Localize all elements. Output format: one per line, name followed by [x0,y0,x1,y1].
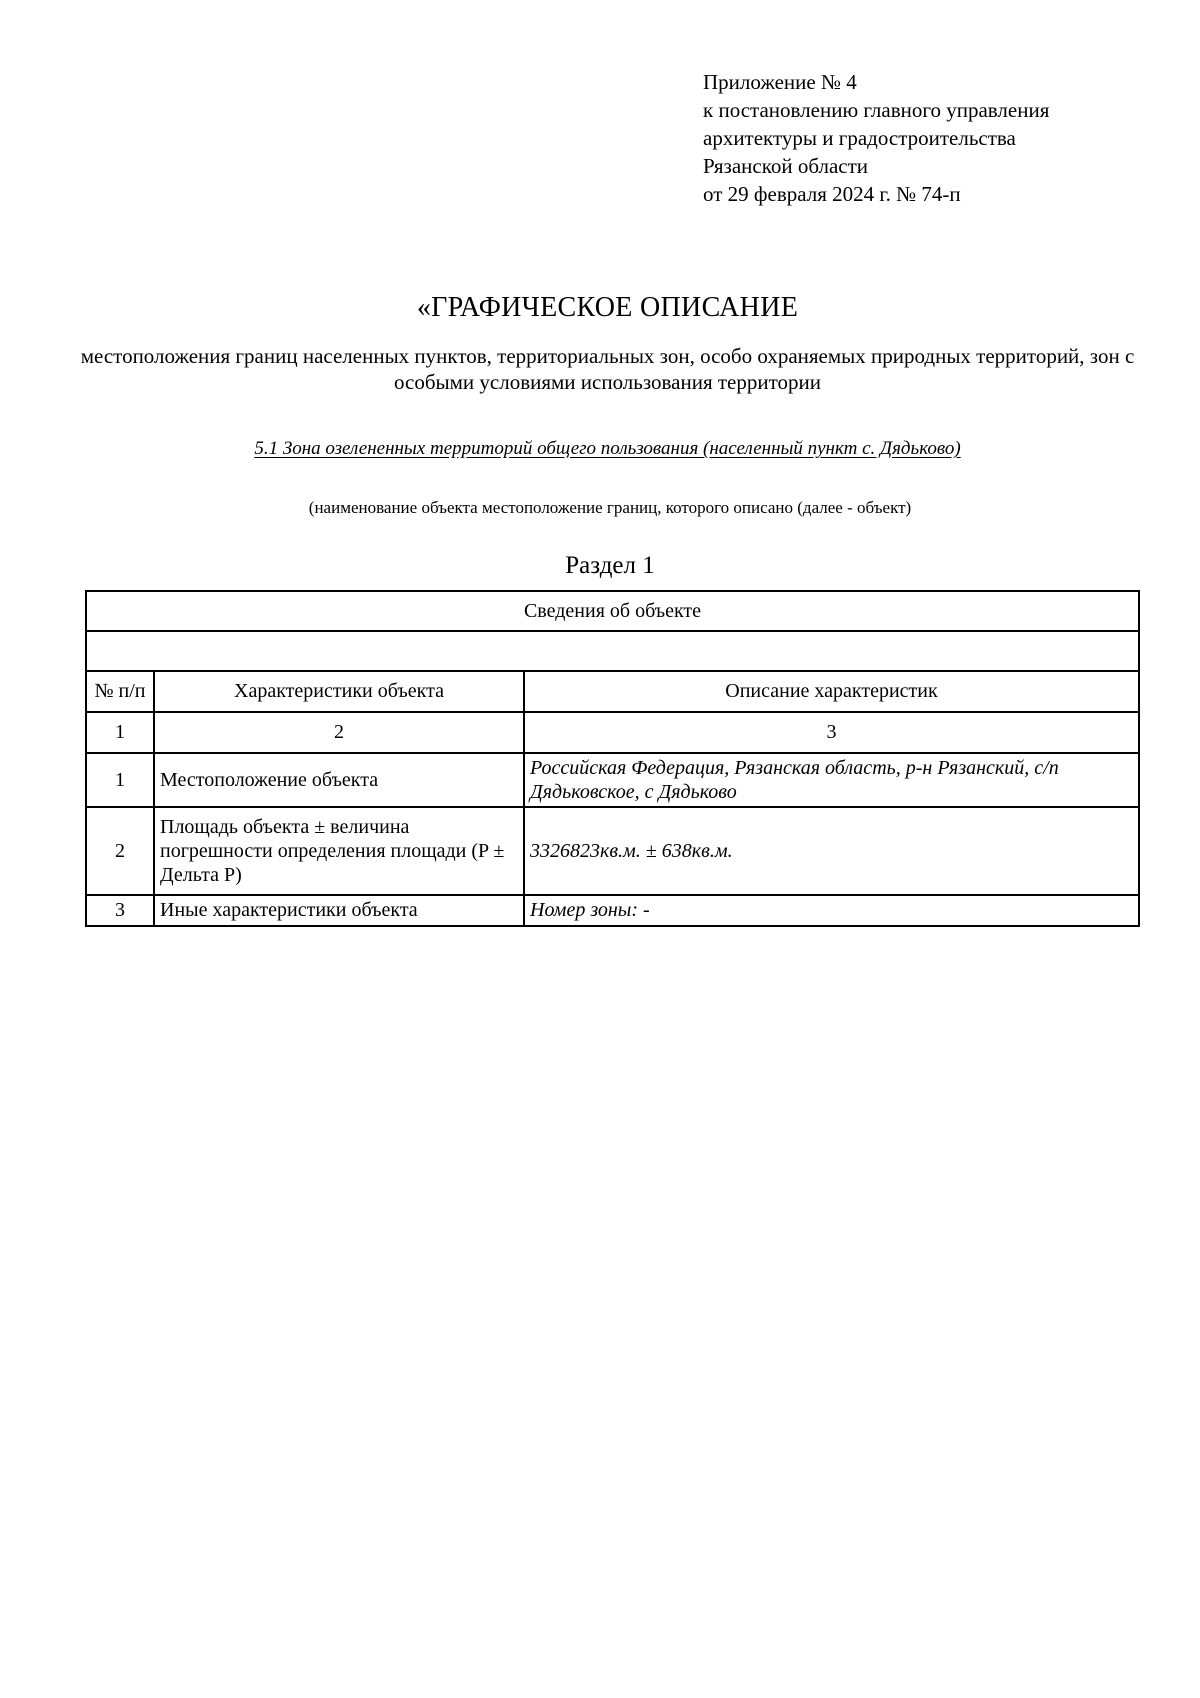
row-characteristic: Иные характеристики объекта [154,895,524,926]
object-info-table [85,590,1140,927]
table-row [86,753,1139,807]
column-header-number: № п/п [86,671,154,712]
table-blank-row [86,631,1139,671]
row-characteristic: Площадь объекта ± величина погрешности определения площади (P ± Дельта P) [154,807,524,895]
document-subtitle: местоположения границ населенных пунктов, территориальных зон, особо охраняемых природных территорий, зон с особыми условиями использования территории [80,344,1135,394]
appendix-line: Рязанской области [703,154,869,178]
column-header-row [86,671,1139,712]
table-header: Сведения об объекте [86,591,1139,631]
column-number-row [86,712,1139,753]
table-row [86,895,1139,926]
column-header-description: Описание характеристик [524,671,1139,712]
column-number: 3 [524,712,1139,753]
column-number: 1 [86,712,154,753]
row-number: 1 [86,753,154,807]
appendix-line: Приложение № 4 [703,70,857,94]
section-heading: Раздел 1 [565,552,655,579]
blank-cell [86,631,1139,671]
appendix-line: от 29 февраля 2024 г. № 74-п [703,182,961,206]
row-number: 2 [86,807,154,895]
row-description: 3326823кв.м. ± 638кв.м. [524,807,1139,895]
row-description: Номер зоны: - [524,895,1139,926]
row-number: 3 [86,895,154,926]
table-row [86,807,1139,895]
row-description: Российская Федерация, Рязанская область, р-н Рязанский, с/п Дядьковское, с Дядьково [524,753,1139,807]
appendix-line: архитектуры и градостроительства [703,126,1016,150]
appendix-block [703,68,1049,208]
object-name-text: 5.1 Зона озелененных территорий общего пользования (населенный пункт с. Дядьково) [254,438,961,459]
column-number: 2 [154,712,524,753]
table-header-row [86,591,1139,631]
object-name-caption: (наименование объекта местоположение границ, которого описано (далее - объект) [308,498,912,517]
appendix-line: к постановлению главного управления [703,98,1050,122]
column-header-characteristic: Характеристики объекта [154,671,524,712]
row-characteristic: Местоположение объекта [154,753,524,807]
document-title: «ГРАФИЧЕСКОЕ ОПИСАНИЕ [416,292,799,323]
object-name [0,438,1200,460]
